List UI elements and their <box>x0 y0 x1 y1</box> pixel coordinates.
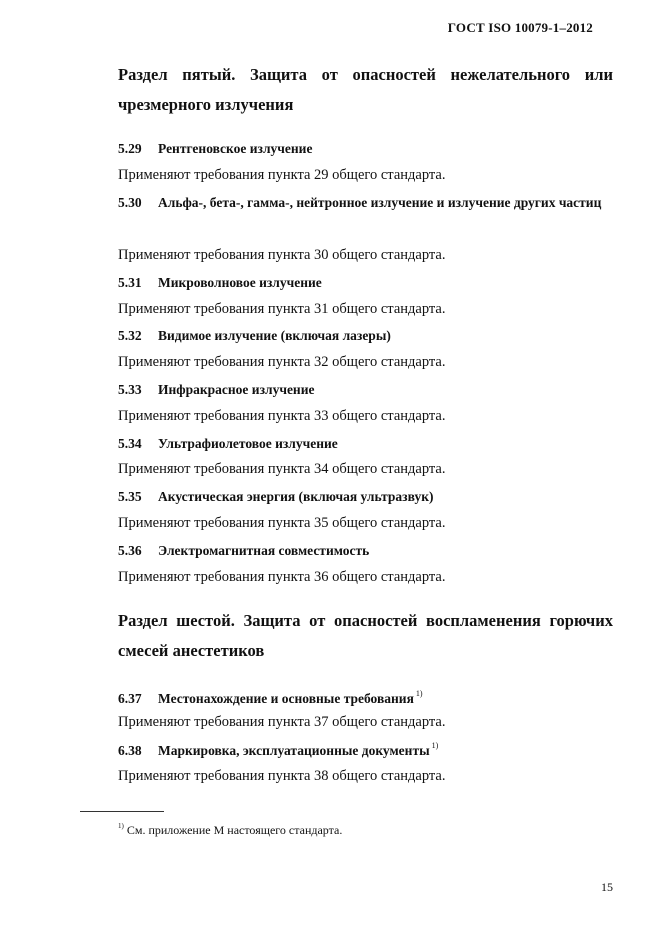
clause-number: 6.37 <box>118 691 142 706</box>
clause-5-35-heading <box>118 489 613 505</box>
clause-number: 6.38 <box>118 743 142 758</box>
clause-5-31-heading <box>118 275 613 291</box>
clause-6-38-heading <box>118 741 613 759</box>
clause-5-36-text: Применяют требования пункта 36 общего стандарта. <box>118 569 446 585</box>
footnote-separator <box>80 811 164 812</box>
document-header: ГОСТ ISO 10079-1–2012 <box>447 20 593 35</box>
clause-title: Акустическая энергия (включая ультразвук) <box>158 489 434 504</box>
clause-title: Местонахождение и основные требования <box>158 691 414 706</box>
clause-title: Видимое излучение (включая лазеры) <box>158 328 391 343</box>
clause-5-32-heading <box>118 328 613 344</box>
footnote-text: См. приложение М настоящего стандарта. <box>126 823 343 837</box>
footnote-mark: 1) <box>118 822 124 830</box>
section-6-title: Раздел шестой. Защита от опасностей воспламенения горючих смесей анестетиков <box>118 611 613 660</box>
clause-title: Рентгеновское излучение <box>158 141 313 156</box>
clause-number: 5.36 <box>118 543 142 558</box>
clause-title: Электромагнитная совместимость <box>158 543 370 558</box>
clause-title: Ультрафиолетовое излучение <box>158 436 338 451</box>
clause-5-30-heading <box>80 190 614 216</box>
clause-5-30-text: Применяют требования пункта 30 общего стандарта. <box>118 247 446 263</box>
clause-5-36-heading <box>118 543 613 559</box>
clause-number: 5.30 <box>118 195 142 210</box>
clause-6-37-text: Применяют требования пункта 37 общего стандарта. <box>118 714 446 730</box>
footnote <box>118 822 342 838</box>
clause-title: Маркировка, эксплуатационные документы <box>158 743 430 758</box>
footnote-reference: 1) <box>415 689 423 698</box>
clause-number: 5.29 <box>118 141 142 156</box>
clause-title: Микроволновое излучение <box>158 275 322 290</box>
clause-5-32-text: Применяют требования пункта 32 общего стандарта. <box>118 354 446 370</box>
footnote-reference: 1) <box>431 741 439 750</box>
clause-number: 5.31 <box>118 275 142 290</box>
clause-6-37-heading <box>118 689 613 707</box>
clause-5-29-heading <box>118 141 613 157</box>
clause-6-38-text: Применяют требования пункта 38 общего стандарта. <box>118 768 446 784</box>
clause-5-34-heading <box>118 436 613 452</box>
clause-title: Альфа-, бета-, гамма-, нейтронное излучение и излучение других частиц <box>158 195 602 210</box>
clause-5-35-text: Применяют требования пункта 35 общего стандарта. <box>118 515 446 531</box>
section-5-title: Раздел пятый. Защита от опасностей нежелательного или чрезмерного излучения <box>118 65 613 114</box>
clause-number: 5.34 <box>118 436 142 451</box>
clause-5-33-text: Применяют требования пункта 33 общего стандарта. <box>118 408 446 424</box>
clause-5-31-text: Применяют требования пункта 31 общего стандарта. <box>118 301 446 317</box>
clause-5-29-text: Применяют требования пункта 29 общего стандарта. <box>118 167 446 183</box>
clause-number: 5.32 <box>118 328 142 343</box>
clause-number: 5.35 <box>118 489 142 504</box>
clause-5-33-heading <box>118 382 613 398</box>
clause-number: 5.33 <box>118 382 142 397</box>
clause-title: Инфракрасное излучение <box>158 382 315 397</box>
page-number: 15 <box>601 880 613 894</box>
clause-5-34-text: Применяют требования пункта 34 общего стандарта. <box>118 461 446 477</box>
